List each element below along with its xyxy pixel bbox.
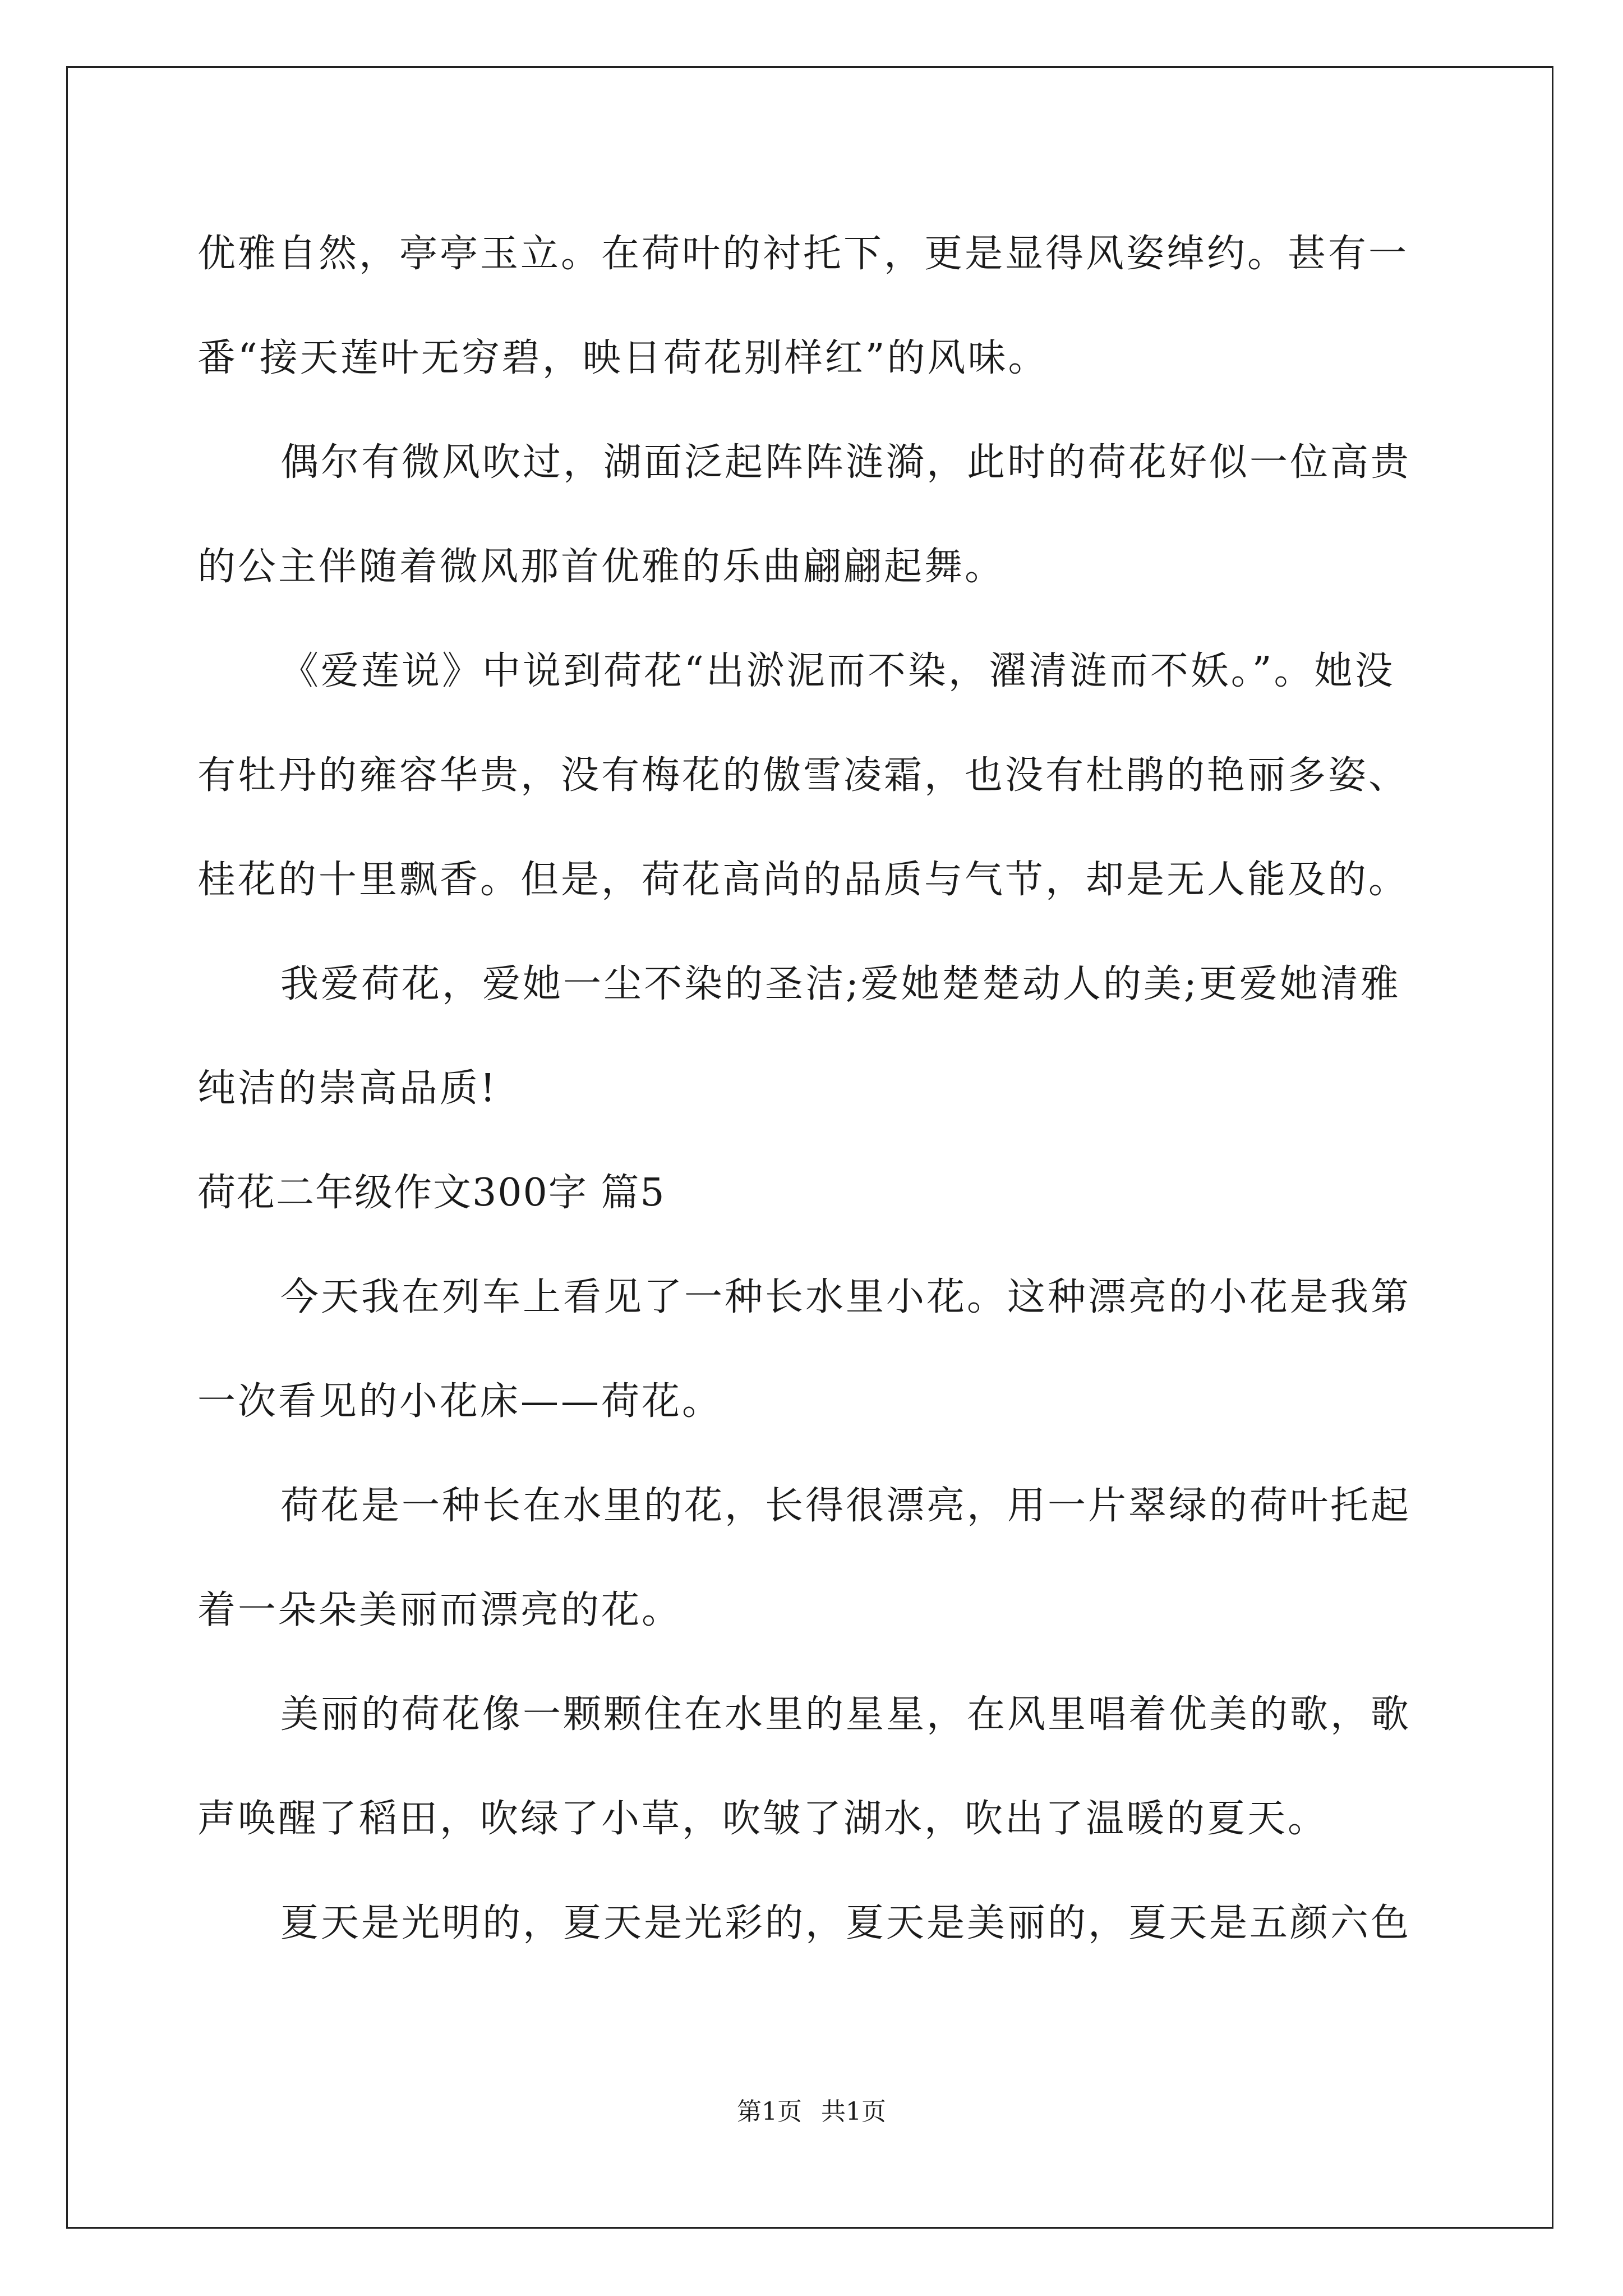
text-line-13: 荷花是一种长在水里的花，长得很漂亮，用一片翠绿的荷叶托起: [280, 1484, 1412, 1528]
text-line-5: 《爱莲说》中说到荷花“出淤泥而不染，濯清涟而不妖。”。她没: [280, 649, 1395, 693]
text-line-15: 美丽的荷花像一颗颗住在水里的星星，在风里唱着优美的歌，歌: [280, 1692, 1412, 1737]
text-line-16: 声唤醒了稻田，吹绿了小草，吹皱了湖水，吹出了温暖的夏天。: [197, 1797, 1329, 1841]
text-line-2: 番“接天莲叶无穷碧，映日荷花别样红”的风味。: [197, 336, 1049, 380]
page-number: 第1页: [737, 2097, 802, 2126]
text-line-6: 有牡丹的雍容华贵，没有梅花的傲雪凌霜，也没有杜鹃的艳丽多姿、: [197, 753, 1409, 798]
page-footer: [0, 2091, 1623, 2127]
text-line-3: 偶尔有微风吹过，湖面泛起阵阵涟漪，此时的荷花好似一位高贵: [280, 440, 1412, 485]
text-line-7: 桂花的十里飘香。但是，荷花高尚的品质与气节，却是无人能及的。: [197, 858, 1409, 902]
text-line-9: 纯洁的崇高品质!: [197, 1066, 498, 1111]
text-line-12: 一次看见的小花床——荷花。: [197, 1379, 723, 1424]
document-body: [197, 202, 1426, 1976]
text-line-1: 优雅自然，亭亭玉立。在荷叶的衬托下，更是显得风姿绰约。甚有一: [197, 232, 1409, 276]
text-line-14: 着一朵朵美丽而漂亮的花。: [197, 1588, 683, 1632]
section-heading: 荷花二年级作文300字 篇5: [197, 1171, 666, 1215]
page-total: 共1页: [821, 2097, 886, 2126]
text-line-8: 我爱荷花，爱她一尘不染的圣洁;爱她楚楚动人的美;更爱她清雅: [280, 962, 1401, 1006]
text-line-11: 今天我在列车上看见了一种长水里小花。这种漂亮的小花是我第: [280, 1275, 1412, 1319]
text-line-4: 的公主伴随着微风那首优雅的乐曲翩翩起舞。: [197, 545, 1006, 589]
text-line-17: 夏天是光明的，夏天是光彩的，夏天是美丽的，夏天是五颜六色: [280, 1901, 1412, 1945]
